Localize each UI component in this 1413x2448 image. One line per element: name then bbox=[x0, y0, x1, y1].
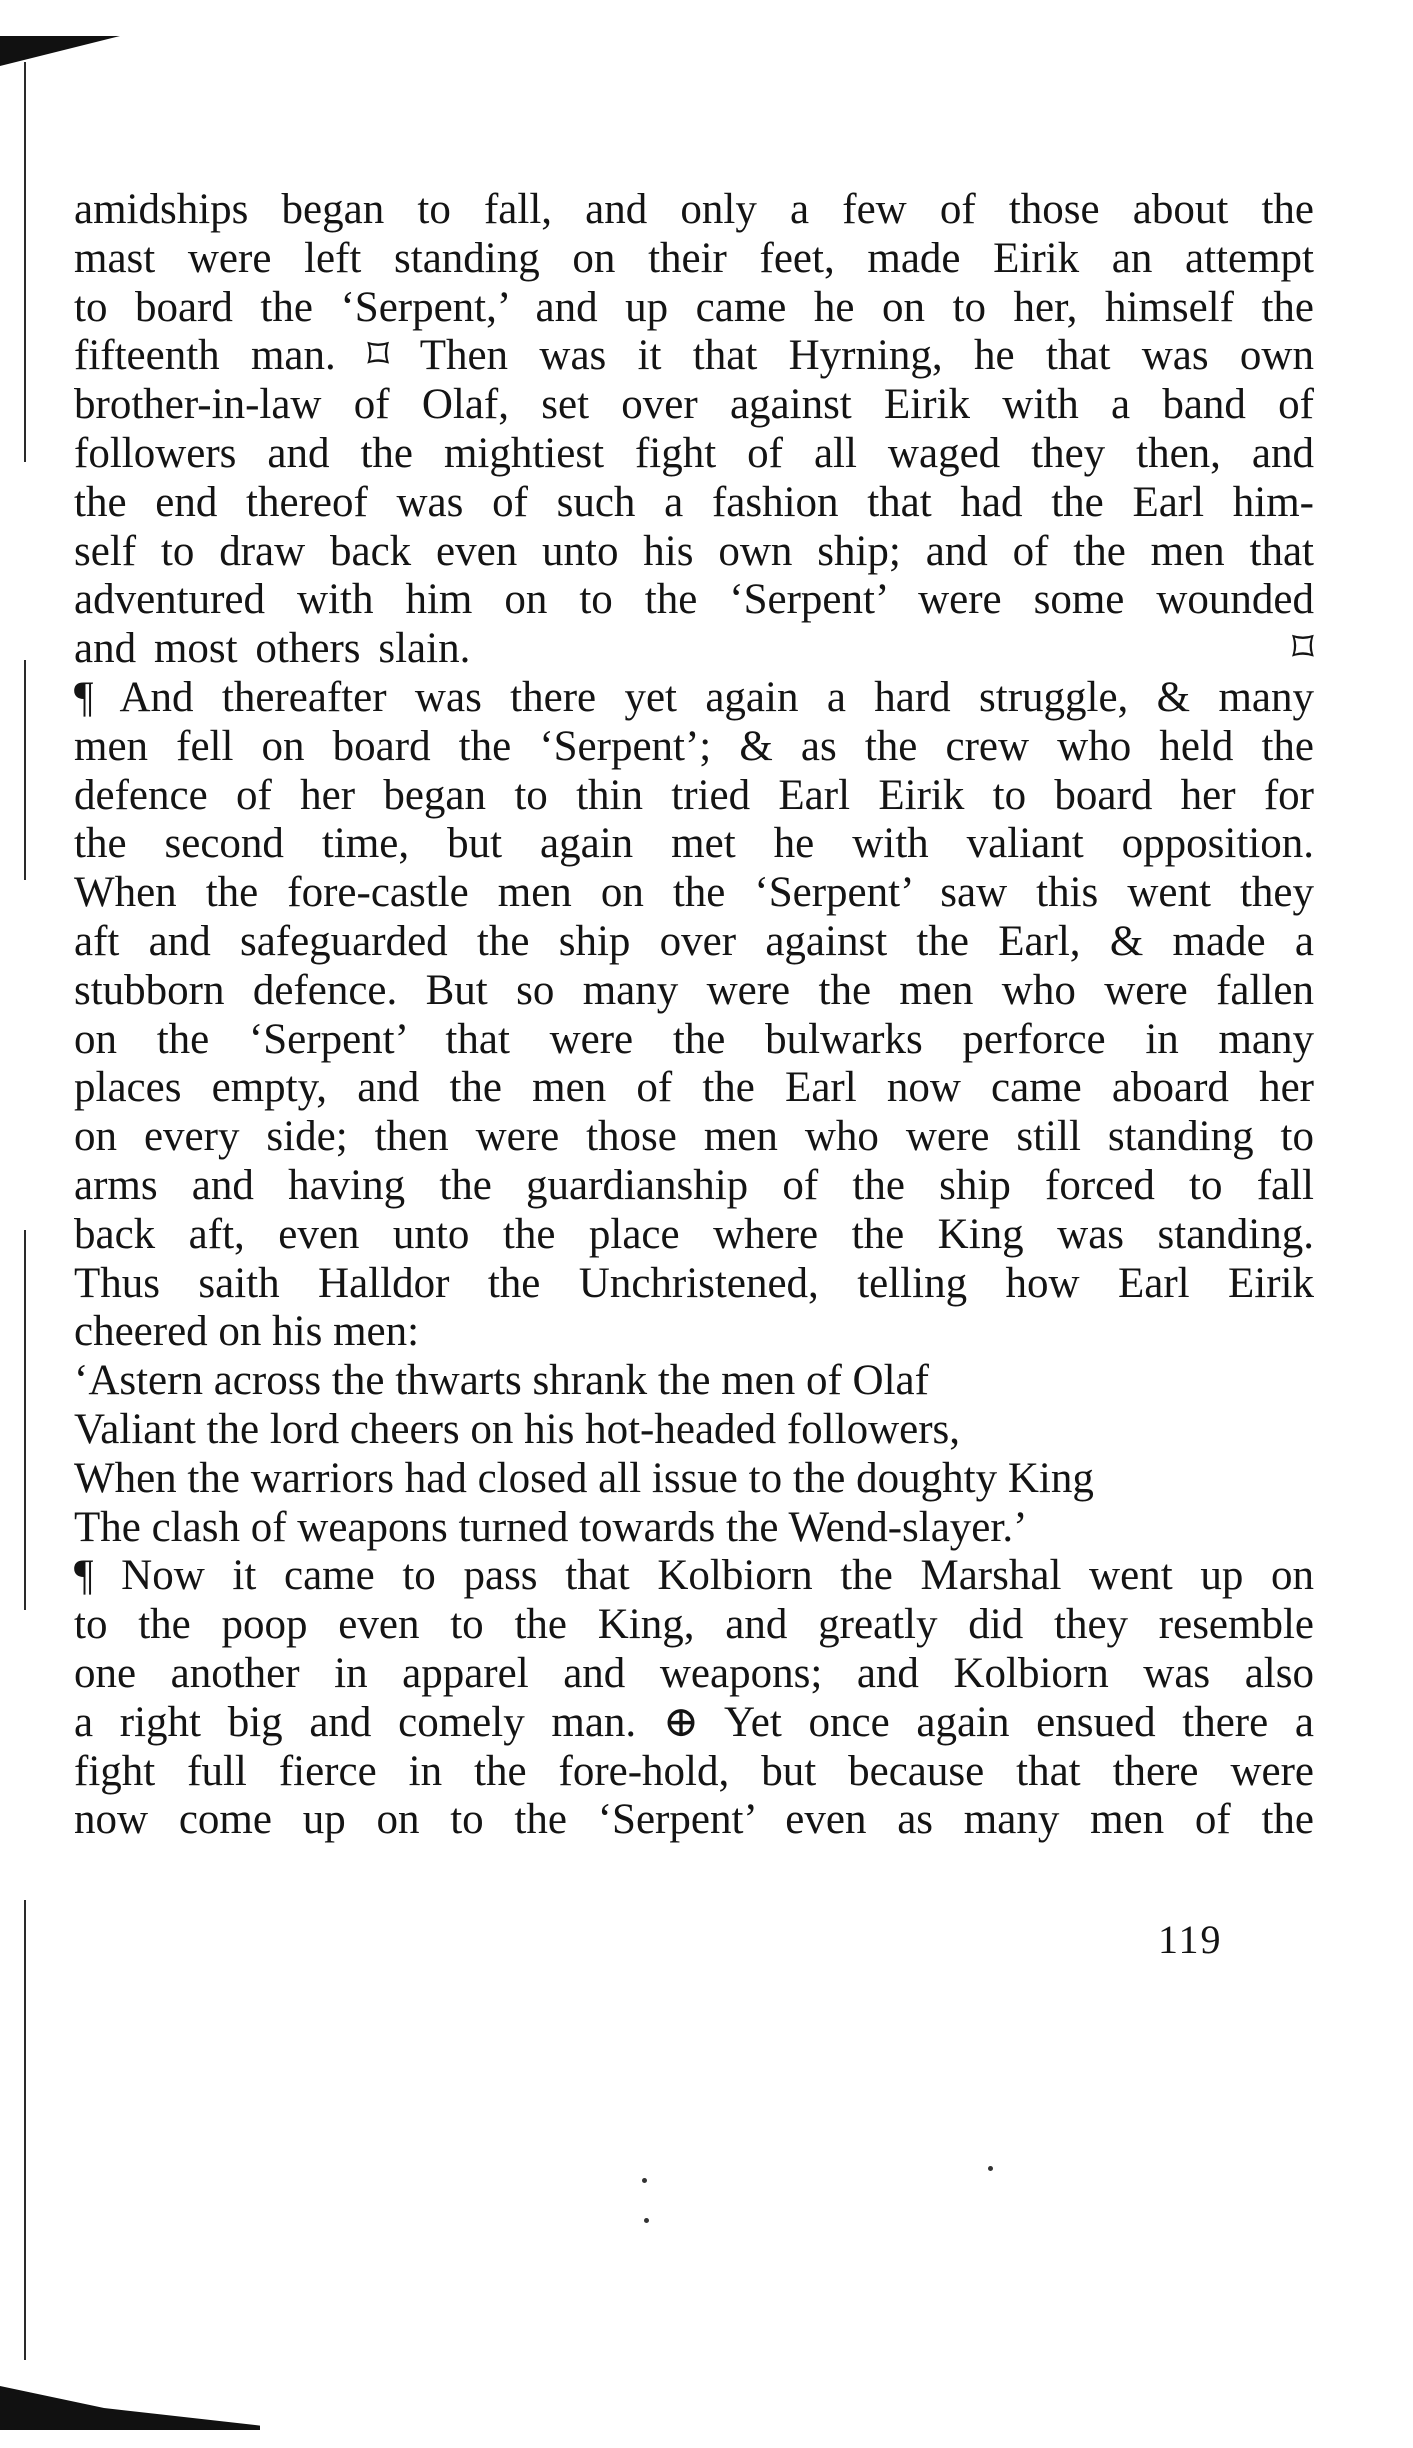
page-corner-mark-top bbox=[0, 36, 120, 66]
text-line: self to draw back even unto his own ship; and of the men that bbox=[74, 527, 1314, 575]
text-line: ¶ And thereafter was there yet again a hard struggle, & many bbox=[74, 673, 1314, 721]
gutter-line bbox=[24, 1230, 26, 1610]
ink-speck bbox=[644, 2218, 649, 2223]
text-line: arms and having the guardianship of the ship forced to fall bbox=[74, 1161, 1314, 1209]
text-line: stubborn defence. But so many were the men who were fallen bbox=[74, 966, 1314, 1014]
text-line: to the poop even to the King, and greatly did they resemble bbox=[74, 1601, 1314, 1649]
verse-line: ‘Astern across the thwarts shrank the men of Olaf bbox=[74, 1357, 929, 1405]
text-line: amidships began to fall, and only a few of those about the bbox=[74, 186, 1314, 233]
ink-speck bbox=[642, 2178, 647, 2183]
text-line: the second time, but again met he with valiant opposition. bbox=[74, 820, 1314, 868]
text-line: ¶ Now it came to pass that Kolbiorn the Marshal went up on bbox=[74, 1552, 1314, 1600]
text-line: a right big and comely man. ⊕ Yet once again ensued there a bbox=[74, 1698, 1314, 1746]
gutter-line bbox=[24, 62, 26, 462]
page-corner-mark-bottom bbox=[0, 2386, 260, 2430]
text-line: the end thereof was of such a fashion that had the Earl him- bbox=[74, 478, 1314, 526]
gutter-line bbox=[24, 660, 26, 880]
text-line: on the ‘Serpent’ that were the bulwarks perforce in many bbox=[74, 1015, 1314, 1063]
body-text bbox=[74, 186, 1314, 1845]
ink-speck bbox=[988, 2166, 993, 2171]
text-line: adventured with him on to the ‘Serpent’ were some wounded bbox=[74, 576, 1314, 624]
text-line: fight full fierce in the fore-hold, but because that there were bbox=[74, 1747, 1314, 1795]
text-line: to board the ‘Serpent,’ and up came he on to her, himself the bbox=[74, 283, 1314, 331]
text-line: cheered on his men: bbox=[74, 1308, 420, 1356]
page-number: 119 bbox=[1158, 1917, 1223, 1962]
text-line: now come up on to the ‘Serpent’ even as many men of the bbox=[74, 1796, 1314, 1844]
text-line: and most others slain. ⌑ bbox=[74, 625, 1314, 673]
text-line: men fell on board the ‘Serpent’; & as the crew who held the bbox=[74, 722, 1314, 770]
text-line: Thus saith Halldor the Unchristened, telling how Earl Eirik bbox=[74, 1259, 1314, 1307]
verse-line: Valiant the lord cheers on his hot-headed followers, bbox=[74, 1405, 961, 1453]
text-line: followers and the mightiest fight of all waged they then, and bbox=[74, 429, 1314, 477]
text-line: defence of her began to thin tried Earl Eirik to board her for bbox=[74, 771, 1314, 819]
text-line: brother-in-law of Olaf, set over against Eirik with a band of bbox=[74, 381, 1314, 429]
verse-line: The clash of weapons turned towards the Wend-slayer.’ bbox=[74, 1503, 1028, 1551]
gutter-line bbox=[24, 1900, 26, 2360]
text-line: places empty, and the men of the Earl now came aboard her bbox=[74, 1064, 1314, 1112]
text-line: aft and safeguarded the ship over against the Earl, & made a bbox=[74, 917, 1314, 965]
text-line: one another in apparel and weapons; and Kolbiorn was also bbox=[74, 1649, 1314, 1697]
text-line: on every side; then were those men who were still standing to bbox=[74, 1113, 1314, 1161]
verse-line: When the warriors had closed all issue to the doughty King bbox=[74, 1454, 1094, 1502]
text-line: When the fore-castle men on the ‘Serpent’ saw this went they bbox=[74, 869, 1314, 917]
text-line: fifteenth man. ⌑ Then was it that Hyrning, he that was own bbox=[74, 332, 1314, 380]
text-line: mast were left standing on their feet, made Eirik an attempt bbox=[74, 234, 1314, 282]
text-line: back aft, even unto the place where the King was standing. bbox=[74, 1210, 1314, 1258]
